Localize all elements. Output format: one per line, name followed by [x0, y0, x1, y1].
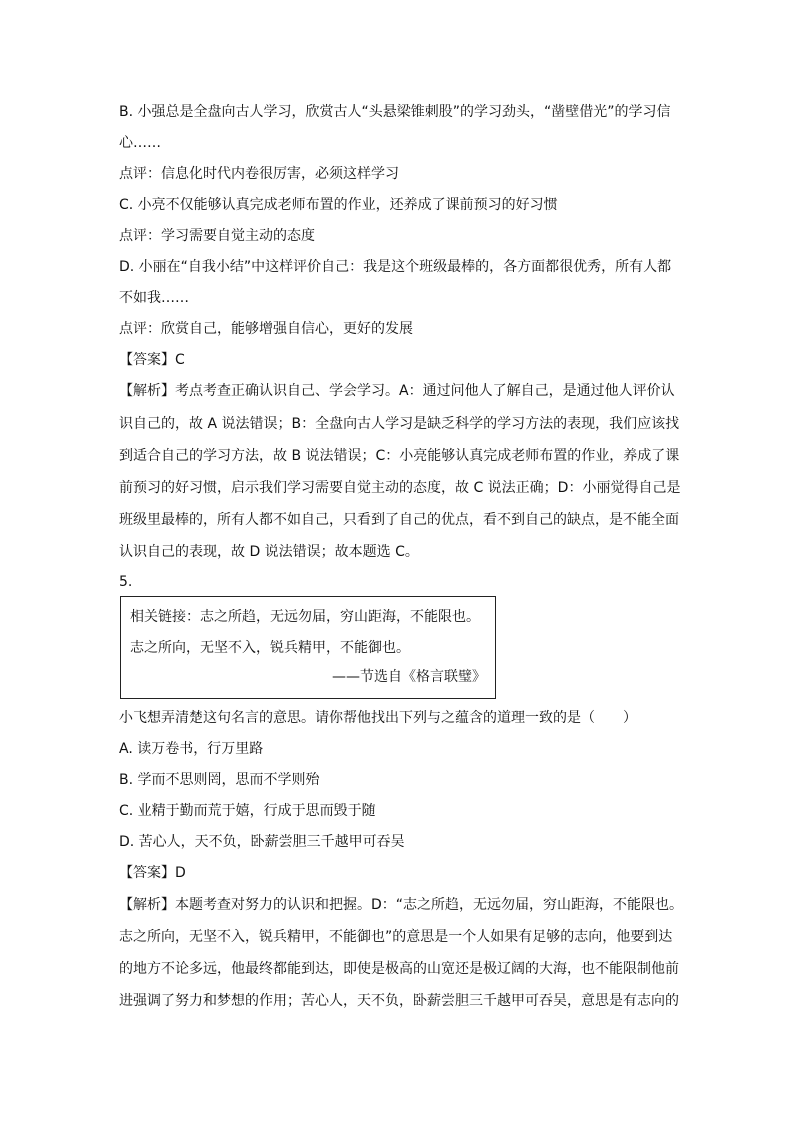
q5-stem: 小飞想弄清楚这句名言的意思。请你帮他找出下列与之蕴含的道理一致的是（ ）	[119, 710, 637, 726]
comment-d: 点评：欣赏自己，能够增强自信心，更好的发展	[119, 321, 413, 337]
box-line-2: 志之所向，无坚不入，锐兵精甲，不能御也。	[130, 640, 410, 656]
q5-option-a: A. 读万卷书，行万里路	[119, 741, 264, 757]
option-c: C. 小亮不仅能够认真完成老师布置的作业，还养成了课前预习的好习惯	[119, 197, 558, 213]
q4-analysis-line-1: 【解析】考点考查正确认识自己、学会学习。A：通过问他人了解自己，是通过他人评价认	[119, 383, 675, 399]
q5-analysis-line-1: 【解析】本题考查对努力的认识和把握。D：“志之所趋，无远勿届，穷山距海，不能限也。	[119, 897, 684, 913]
related-link-box	[120, 596, 496, 699]
q4-answer: 【答案】C	[119, 352, 185, 368]
q5-number: 5.	[119, 574, 133, 590]
q4-analysis-line-6: 认识自己的表现，故 D 说法错误；故本题选 C。	[119, 544, 419, 560]
q4-analysis-line-2: 识自己的，故 A 说法错误；B：全盘向古人学习是缺乏科学的学习方法的表现，我们应该找	[119, 416, 680, 432]
q4-analysis-line-3: 到适合自己的学习方法，故 B 说法错误；C：小亮能够认真完成老师布置的作业，养成了课	[119, 448, 680, 464]
comment-b: 点评：信息化时代内卷很厉害，必须这样学习	[119, 166, 399, 182]
box-source: ——节选自《格言联璧》	[332, 669, 486, 685]
q5-answer: 【答案】D	[119, 865, 186, 881]
q5-analysis-line-3: 的地方不论多远，他最终都能到达，即使是极高的山宽还是极辽阔的大海，也不能限制他前	[119, 961, 679, 977]
option-d-line-2: 不如我……	[119, 290, 189, 306]
q4-analysis-line-5: 班级里最棒的，所有人都不如自己，只看到了自己的优点，看不到自己的缺点，是不能全面	[119, 512, 679, 528]
q4-analysis-line-4: 前预习的好习惯，启示我们学习需要自觉主动的态度，故 C 说法正确；D：小丽觉得自己是	[119, 480, 681, 496]
option-b-line-1: B. 小强总是全盘向古人学习，欣赏古人“头悬梁锥刺股”的学习劲头，“凿壁借光”的学习信	[119, 104, 671, 120]
q5-analysis-line-2: 志之所向，无坚不入，锐兵精甲，不能御也”的意思是一个人如果有足够的志向，他要到达	[119, 929, 673, 945]
box-line-1: 相关链接：志之所趋，无远勿届，穷山距海，不能限也。	[130, 609, 480, 625]
q5-option-d: D. 苦心人，天不负，卧薪尝胆三千越甲可吞吴	[119, 834, 405, 850]
q5-option-c: C. 业精于勤而荒于嬉，行成于思而毁于随	[119, 803, 376, 819]
q5-analysis-line-4: 进强调了努力和梦想的作用；苦心人，天不负，卧薪尝胆三千越甲可吞吴，意思是有志向的	[119, 993, 679, 1009]
option-b-line-2: 心……	[119, 135, 161, 151]
q5-option-b: B. 学而不思则罔，思而不学则殆	[119, 772, 320, 788]
comment-c: 点评：学习需要自觉主动的态度	[119, 228, 315, 244]
option-d-line-1: D. 小丽在“自我小结”中这样评价自己：我是这个班级最棒的，各方面都很优秀，所有人都	[119, 259, 672, 275]
